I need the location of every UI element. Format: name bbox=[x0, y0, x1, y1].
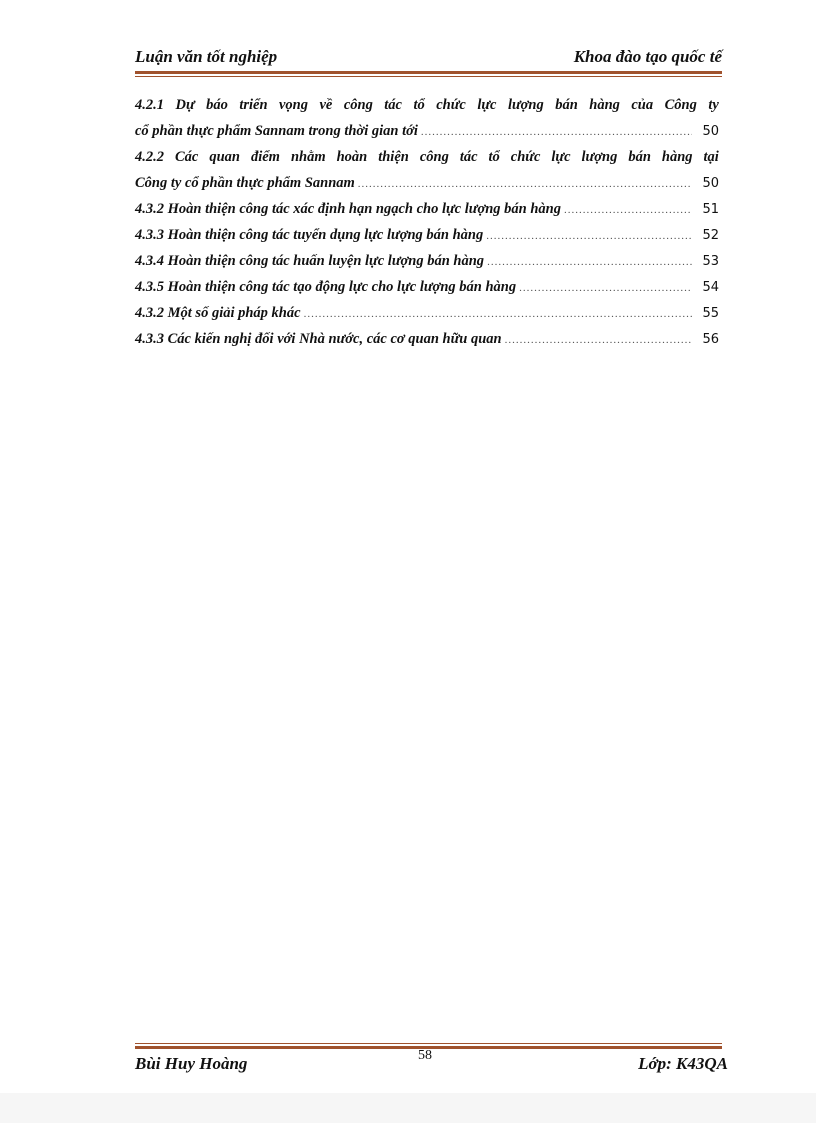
toc-dot-leader bbox=[301, 301, 693, 327]
toc-entry-word: của bbox=[631, 97, 654, 113]
toc-entry-word: Dự bbox=[175, 97, 195, 113]
toc-entry-word: hoàn bbox=[336, 149, 368, 165]
toc-entry-line bbox=[135, 274, 719, 300]
toc-page-number: 56 bbox=[702, 332, 719, 347]
toc-entry-word: tác bbox=[384, 97, 402, 113]
toc-entry-line bbox=[135, 144, 719, 170]
toc-entry-word: hàng bbox=[589, 97, 620, 113]
toc-entry-line bbox=[135, 300, 719, 326]
toc-entry-word: bán bbox=[628, 149, 651, 165]
toc-entry-title: cổ phần thực phẩm Sannam trong thời gian tới bbox=[135, 123, 418, 139]
toc-entry-word: ty bbox=[708, 97, 719, 113]
toc-entry-word: chức bbox=[510, 149, 541, 165]
toc-dot-leader bbox=[418, 119, 693, 145]
toc-entry bbox=[135, 326, 719, 352]
toc-entry-word: tác bbox=[459, 149, 478, 165]
toc-entry-word: báo bbox=[206, 97, 228, 113]
footer-class: Lớp: K43QA bbox=[638, 1054, 728, 1073]
toc-page-number: 53 bbox=[702, 254, 719, 269]
toc-entry-word: tổ bbox=[488, 149, 500, 165]
toc-entry bbox=[135, 300, 719, 326]
header-faculty-label: Khoa đào tạo quốc tế bbox=[573, 47, 722, 66]
toc-entry bbox=[135, 248, 719, 274]
toc-entry-line bbox=[135, 118, 719, 144]
toc-entry-word: công bbox=[419, 149, 449, 165]
toc-entry-word: lực bbox=[551, 149, 571, 165]
toc-dot-leader bbox=[355, 171, 693, 197]
toc-entry-word: điểm bbox=[250, 149, 280, 165]
toc-entry-word: 4.2.1 bbox=[135, 97, 164, 113]
toc-dot-leader bbox=[502, 327, 693, 353]
toc-entry-word: triển bbox=[239, 97, 268, 113]
toc-entry bbox=[135, 92, 719, 144]
page-header bbox=[135, 47, 722, 71]
toc-entry bbox=[135, 196, 719, 222]
toc-entry-word: tại bbox=[703, 149, 719, 165]
toc-entry-word: Công bbox=[664, 97, 697, 113]
toc-page-number: 55 bbox=[702, 306, 719, 321]
toc-entry-word: về bbox=[319, 97, 333, 113]
page-bottom-band bbox=[0, 1093, 816, 1123]
toc-entry-title: 4.3.5 Hoàn thiện công tác tạo động lực cho lực lượng bán hàng bbox=[135, 279, 517, 295]
toc-entry-word: vọng bbox=[279, 97, 308, 113]
toc-entry-title: 4.3.3 Các kiến nghị đối với Nhà nước, các cơ quan hữu quan bbox=[135, 331, 502, 347]
page-footer bbox=[135, 1048, 728, 1078]
toc-entry-word: tổ bbox=[413, 97, 425, 113]
toc-dot-leader bbox=[516, 275, 692, 301]
toc-entry-word: quan bbox=[209, 149, 240, 165]
toc-entry-title: 4.3.4 Hoàn thiện công tác huấn luyện lực lượng bán hàng bbox=[135, 253, 485, 269]
toc-page-number: 50 bbox=[702, 124, 719, 139]
toc-entry-line bbox=[135, 170, 719, 196]
toc-entry-line bbox=[135, 222, 719, 248]
toc-entry-word: 4.2.2 bbox=[135, 149, 164, 165]
footer-rule-thin bbox=[135, 1043, 722, 1044]
toc-entry-word: bán bbox=[555, 97, 578, 113]
header-thesis-label: Luận văn tốt nghiệp bbox=[135, 47, 278, 66]
toc-entry-word: hàng bbox=[661, 149, 693, 165]
toc-entry-title: 4.3.2 Hoàn thiện công tác xác định hạn ngạch cho lực lượng bán hàng bbox=[135, 201, 561, 217]
header-rule-thin bbox=[135, 76, 722, 77]
toc-entry-line bbox=[135, 92, 719, 118]
toc-page-number: 51 bbox=[702, 202, 719, 217]
toc-entry-word: chức bbox=[436, 97, 466, 113]
toc-entry-line bbox=[135, 326, 719, 352]
toc-entry-title: Công ty cổ phần thực phẩm Sannam bbox=[135, 175, 355, 191]
toc-entry-line bbox=[135, 196, 719, 222]
toc-page-number: 50 bbox=[702, 176, 719, 191]
toc-entry-line bbox=[135, 248, 719, 274]
toc-entry-word: lực bbox=[477, 97, 497, 113]
toc-entry-word: công bbox=[343, 97, 373, 113]
toc-page-number: 54 bbox=[702, 280, 719, 295]
header-rule-thick bbox=[135, 71, 722, 74]
toc-entry-word: lượng bbox=[581, 149, 618, 165]
table-of-contents bbox=[135, 92, 719, 352]
toc-entry-word: thiện bbox=[378, 149, 409, 165]
toc-entry-word: lượng bbox=[507, 97, 544, 113]
toc-page-number: 52 bbox=[702, 228, 719, 243]
toc-dot-leader bbox=[483, 223, 692, 249]
footer-author: Bùi Huy Hoàng bbox=[135, 1054, 248, 1073]
toc-entry-word: Các bbox=[174, 149, 199, 165]
toc-entry-title: 4.3.3 Hoàn thiện công tác tuyển dụng lực lượng bán hàng bbox=[135, 227, 484, 243]
toc-entry-word: nhằm bbox=[290, 149, 326, 165]
toc-dot-leader bbox=[561, 197, 692, 223]
toc-entry bbox=[135, 144, 719, 196]
toc-entry bbox=[135, 274, 719, 300]
toc-entry-title: 4.3.2 Một số giải pháp khác bbox=[135, 305, 301, 321]
toc-entry bbox=[135, 222, 719, 248]
toc-dot-leader bbox=[484, 249, 692, 275]
footer-page-number: 58 bbox=[418, 1048, 432, 1063]
